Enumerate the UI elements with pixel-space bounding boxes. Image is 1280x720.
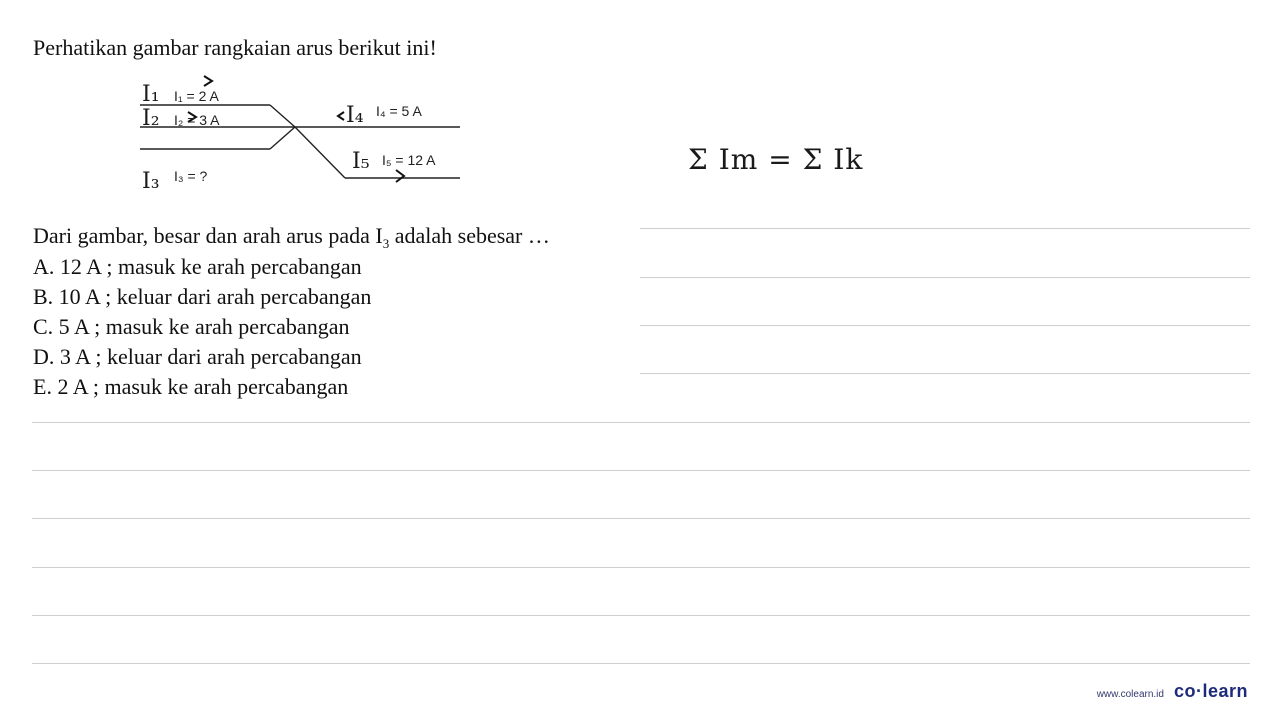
question-subscript: 3	[382, 236, 390, 251]
arrow-i1-icon	[204, 76, 212, 86]
label-i1: I₁ = 2 A	[174, 88, 219, 104]
arrow-i5-icon	[396, 170, 404, 182]
option-b[interactable]: B. 10 A ; keluar dari arah percabangan	[33, 284, 372, 309]
answer-line	[640, 325, 1250, 326]
circuit-diagram	[130, 70, 475, 195]
problem-title: Perhatikan gambar rangkaian arus berikut ini!	[33, 35, 437, 60]
option-c[interactable]: C. 5 A ; masuk ke arah percabangan	[33, 314, 350, 339]
answer-line	[640, 373, 1250, 374]
question-text-before: Dari gambar, besar dan arah arus pada I	[33, 223, 383, 248]
footer-url[interactable]: www.colearn.id	[1096, 689, 1164, 700]
answer-options	[33, 252, 371, 402]
colearn-logo: co·learn	[1173, 681, 1248, 701]
arrow-i4-icon	[338, 112, 344, 120]
answer-line	[32, 422, 1250, 423]
answer-line	[32, 567, 1250, 568]
label-i3: I₃ = ?	[174, 168, 208, 184]
hand-label-i2: I₂	[142, 106, 160, 131]
label-i2: I₂ = 3 A	[174, 112, 220, 128]
option-d[interactable]: D. 3 A ; keluar dari arah percabangan	[33, 344, 362, 369]
footer-branding	[1097, 681, 1248, 702]
question-text-after: adalah sebesar …	[389, 223, 550, 248]
label-i5: I₅ = 12 A	[382, 152, 436, 168]
answer-line	[32, 663, 1250, 664]
handwritten-kirchhoff-formula: Σ Im = Σ Ik	[688, 143, 864, 176]
hand-label-i3: I₃	[142, 169, 160, 194]
hand-label-i1: I₁	[142, 82, 160, 107]
answer-line	[640, 228, 1250, 229]
answer-line	[32, 518, 1250, 519]
circuit-junction-figure	[130, 70, 475, 195]
answer-line	[32, 615, 1250, 616]
answer-line	[640, 277, 1250, 278]
option-e[interactable]: E. 2 A ; masuk ke arah percabangan	[33, 374, 349, 399]
option-a[interactable]: A. 12 A ; masuk ke arah percabangan	[33, 254, 362, 279]
answer-line	[32, 470, 1250, 471]
hand-label-i5: I₅	[352, 149, 370, 174]
hand-label-i4: I₄	[346, 103, 364, 128]
label-i4: I₄ = 5 A	[376, 103, 422, 119]
